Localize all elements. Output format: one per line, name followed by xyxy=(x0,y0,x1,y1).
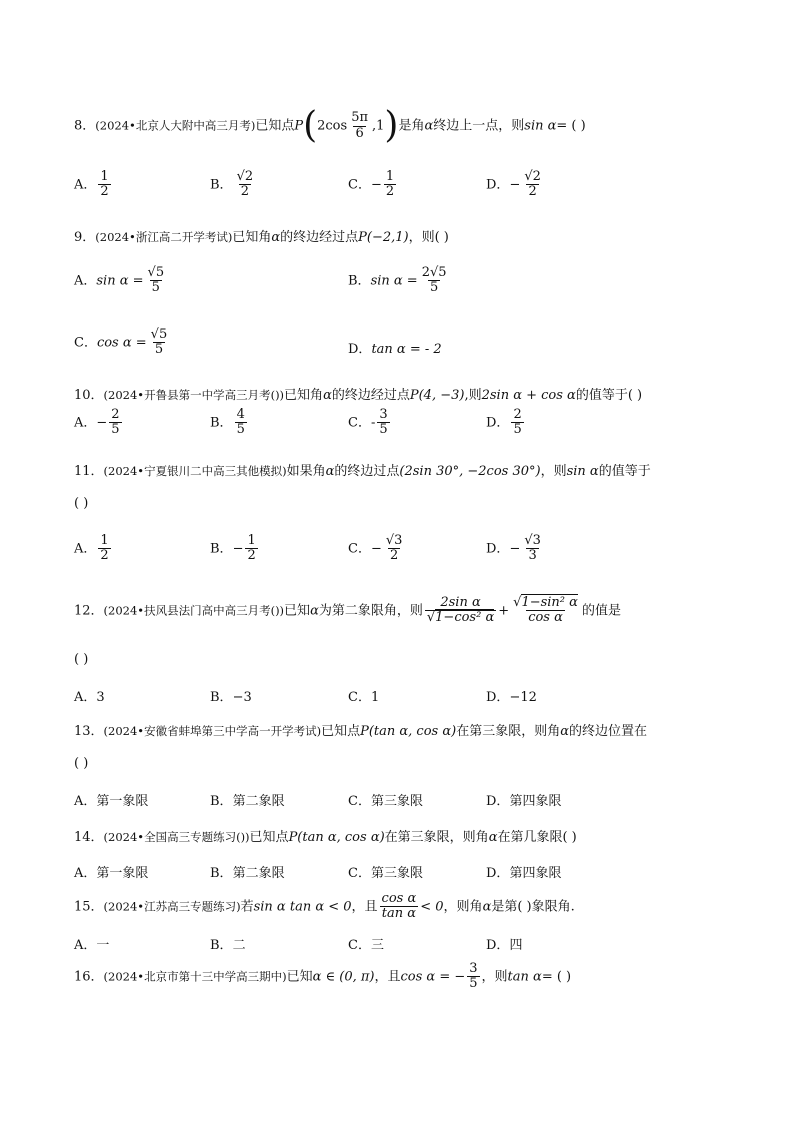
condition-expr: α ∈ (0, π) xyxy=(312,969,375,985)
frac-num: √1−sin² α xyxy=(513,595,578,610)
option-14a[interactable] xyxy=(74,862,148,881)
option-text: 第三象限 xyxy=(370,794,423,809)
option-label: A． xyxy=(74,273,97,289)
question-text: 的终边过点 xyxy=(334,464,400,479)
question-number: 14． xyxy=(74,830,104,845)
fraction-2 xyxy=(511,596,580,626)
option-text: 四 xyxy=(509,938,523,953)
question-text: ,则 xyxy=(464,388,482,403)
point-expr: P(−2,1) xyxy=(358,230,409,245)
option-label: B． xyxy=(210,866,233,881)
question-source: (2024•北京人大附中高三月考) xyxy=(95,118,256,133)
question-number: 8． xyxy=(74,118,96,134)
option-lhs: tan α = - 2 xyxy=(371,342,442,357)
point-tail: ,1 xyxy=(372,118,385,134)
frac-den: 6 xyxy=(355,125,364,141)
option-label: D． xyxy=(486,541,510,557)
question-16 xyxy=(74,962,571,992)
option-15d[interactable] xyxy=(486,934,522,953)
option-label: D． xyxy=(486,177,510,193)
frac-den: 5 xyxy=(513,422,522,438)
frac-den: 5 xyxy=(111,422,120,438)
frac-den: 5 xyxy=(379,422,388,438)
target-expr: 2sin α + cos α xyxy=(481,388,576,403)
question-source: (2024•江苏高三专题练习) xyxy=(103,899,241,914)
frac-den: 5 xyxy=(151,280,160,296)
option-text: 第二象限 xyxy=(232,866,285,881)
left-paren: ( xyxy=(303,105,318,146)
option-15b[interactable] xyxy=(210,934,246,953)
option-label: B． xyxy=(210,541,233,557)
option-text: −3 xyxy=(232,690,252,705)
fraction xyxy=(467,962,479,992)
point-coef: 2cos xyxy=(317,118,348,134)
option-sign: − xyxy=(96,415,108,431)
option-label: C． xyxy=(348,415,371,431)
question-text: 已知点 xyxy=(255,118,295,134)
option-label: A． xyxy=(74,866,97,881)
question-text: 在第三象限，则角 xyxy=(384,830,489,845)
question-text: 已知点 xyxy=(249,830,289,845)
option-11d[interactable] xyxy=(486,534,545,564)
option-14b[interactable] xyxy=(210,862,285,881)
option-label: A． xyxy=(74,415,97,431)
option-sign: − xyxy=(232,541,244,557)
question-number: 10． xyxy=(74,388,104,403)
option-label: B． xyxy=(210,794,233,809)
option-15c[interactable] xyxy=(348,934,384,953)
target-expr: sin α xyxy=(524,118,557,134)
option-lhs: sin α = xyxy=(370,273,418,289)
question-number: 12． xyxy=(74,603,104,619)
question-source: (2024•扶风县法门高中高三月考()) xyxy=(103,603,285,618)
option-label: B． xyxy=(348,273,371,289)
point-expr: (2sin 30°, −2cos 30°) xyxy=(399,464,541,479)
fraction xyxy=(349,111,370,141)
frac-num: 3 xyxy=(469,961,478,976)
frac-num: 2√5 xyxy=(421,265,447,280)
question-source: (2024•宁夏银川二中高三其他模拟) xyxy=(103,464,287,478)
option-sign: − xyxy=(370,541,382,557)
option-14c[interactable] xyxy=(348,862,423,881)
inequality: < 0 xyxy=(420,899,444,915)
question-text: ，则 xyxy=(481,969,508,985)
question-number: 9． xyxy=(74,230,96,245)
question-number: 15． xyxy=(74,899,104,915)
option-10b[interactable] xyxy=(210,408,249,438)
option-sign: − xyxy=(370,177,382,193)
option-label: D． xyxy=(486,794,510,809)
option-text: 一 xyxy=(96,938,110,953)
option-label: B． xyxy=(210,177,233,193)
alpha-symbol: α xyxy=(424,118,434,134)
option-label: C． xyxy=(74,335,97,351)
question-number: 16． xyxy=(74,969,104,985)
answer-paren: = ( ) xyxy=(541,969,572,985)
option-label: D． xyxy=(486,938,510,953)
question-text: 的终边经过点 xyxy=(280,230,359,245)
answer-paren-12: ( ) xyxy=(74,652,89,667)
question-text: ，则角 xyxy=(443,899,483,915)
frac-num: 5π xyxy=(351,110,369,126)
frac-den: 2 xyxy=(100,184,109,200)
question-9 xyxy=(74,226,449,245)
option-text: 第三象限 xyxy=(370,866,423,881)
option-9c[interactable] xyxy=(74,328,171,358)
option-text: 二 xyxy=(232,938,246,953)
option-text: 1 xyxy=(370,690,380,705)
option-10d[interactable] xyxy=(486,408,526,438)
radicand: 1−sin² α xyxy=(521,595,578,610)
option-8c[interactable] xyxy=(348,170,398,200)
frac-den: cos α xyxy=(528,610,563,626)
frac-num: 4 xyxy=(236,407,245,422)
frac-den: 5 xyxy=(154,342,164,358)
option-9d[interactable] xyxy=(348,338,442,357)
question-text: 的终边位置在 xyxy=(569,724,648,739)
option-label: D． xyxy=(486,690,510,705)
fraction-1 xyxy=(425,596,496,626)
option-15a[interactable] xyxy=(74,934,109,953)
option-label: B． xyxy=(210,415,233,431)
alpha-symbol: α xyxy=(310,603,319,619)
option-text: −12 xyxy=(509,690,537,705)
option-label: C． xyxy=(348,690,371,705)
question-source: (2024•全国高三专题练习()) xyxy=(103,830,250,844)
option-text: 第一象限 xyxy=(96,866,149,881)
question-text: 在第三象限，则角 xyxy=(456,724,561,739)
question-number: 11． xyxy=(74,464,104,479)
question-text: ，且 xyxy=(374,969,401,985)
target-expr: sin α xyxy=(566,464,599,479)
option-9a[interactable] xyxy=(74,266,168,296)
option-label: C． xyxy=(348,938,371,953)
question-10 xyxy=(74,384,642,403)
frac-num: √3 xyxy=(524,533,541,548)
question-text: 若 xyxy=(240,899,254,915)
option-12a[interactable] xyxy=(74,686,105,705)
option-8b[interactable] xyxy=(210,170,257,200)
frac-den: 5 xyxy=(429,280,439,296)
question-text: 已知点 xyxy=(321,724,361,739)
question-text: 为第二象限角，则 xyxy=(318,603,423,619)
option-label: C． xyxy=(348,177,371,193)
option-label: A． xyxy=(74,938,97,953)
option-label: A． xyxy=(74,794,97,809)
question-text: 终边上一点，则 xyxy=(433,118,525,134)
option-text: 第四象限 xyxy=(509,866,562,881)
question-text: 的值等于 xyxy=(598,464,651,479)
option-12c[interactable] xyxy=(348,686,379,705)
given-expr: cos α = − xyxy=(400,969,466,985)
option-text: 第四象限 xyxy=(509,794,562,809)
question-text: ，则 xyxy=(540,464,567,479)
frac-num: 2sin α xyxy=(440,595,481,610)
question-text: 如果角 xyxy=(286,464,326,479)
option-label: C． xyxy=(348,794,371,809)
answer-paren: ，则( ) xyxy=(408,230,449,245)
option-14d[interactable] xyxy=(486,862,561,881)
frac-num: 1 xyxy=(385,169,395,184)
question-text: 已知 xyxy=(286,969,313,985)
option-lhs: cos α = xyxy=(96,335,147,351)
option-label: D． xyxy=(486,866,510,881)
fraction xyxy=(380,892,419,922)
alpha-symbol: α xyxy=(271,230,281,245)
question-text: 在第几象限( ) xyxy=(497,830,577,845)
option-8d[interactable] xyxy=(486,170,545,200)
frac-num: √5 xyxy=(147,265,165,280)
question-source: (2024•开鲁县第一中学高三月考()) xyxy=(103,388,285,402)
frac-num: 1 xyxy=(247,533,256,548)
frac-num: 3 xyxy=(379,407,388,422)
question-text: 已知角 xyxy=(232,230,272,245)
option-sign: - xyxy=(370,415,376,431)
option-label: D． xyxy=(486,415,510,431)
option-10c[interactable] xyxy=(348,408,392,438)
option-10a[interactable] xyxy=(74,408,124,438)
option-12d[interactable] xyxy=(486,686,537,705)
frac-num: √2 xyxy=(236,169,254,184)
answer-paren: = ( ) xyxy=(556,118,586,134)
option-text: 第二象限 xyxy=(232,794,285,809)
condition-expr: sin α tan α < 0 xyxy=(253,899,352,915)
answer-paren-13: ( ) xyxy=(74,756,89,771)
question-text: 已知 xyxy=(284,603,311,619)
frac-den: 2 xyxy=(247,548,256,564)
option-11c[interactable] xyxy=(348,534,406,564)
question-14 xyxy=(74,826,577,845)
target-expr: tan α xyxy=(507,969,542,985)
frac-den: 5 xyxy=(469,976,478,992)
option-12b[interactable] xyxy=(210,686,252,705)
option-8a[interactable] xyxy=(74,170,113,200)
option-13d[interactable] xyxy=(486,790,561,809)
frac-num: √2 xyxy=(524,169,541,184)
answer-paren-11: ( ) xyxy=(74,496,89,511)
radicand: 1−cos² α xyxy=(435,610,495,626)
option-label: D． xyxy=(348,342,372,357)
frac-num: cos α xyxy=(381,891,417,906)
frac-num: √5 xyxy=(150,327,168,342)
question-text: 已知角 xyxy=(284,388,324,403)
frac-den: 2 xyxy=(240,184,249,200)
option-13a[interactable] xyxy=(74,790,148,809)
frac-num: 2 xyxy=(513,407,522,422)
frac-den: tan α xyxy=(381,906,417,922)
frac-den: 2 xyxy=(528,184,537,200)
frac-num: 1 xyxy=(100,169,109,184)
option-13b[interactable] xyxy=(210,790,285,809)
frac-num: √3 xyxy=(385,533,403,548)
frac-den: 5 xyxy=(236,422,245,438)
option-sign: − xyxy=(509,541,521,557)
option-label: B． xyxy=(210,690,233,705)
alpha-symbol: α xyxy=(323,388,332,403)
option-text: 第一象限 xyxy=(96,794,149,809)
question-15 xyxy=(74,892,575,922)
option-text: 三 xyxy=(370,938,384,953)
frac-num: 1 xyxy=(100,533,109,548)
option-label: A． xyxy=(74,177,97,193)
question-text: 的值是 xyxy=(581,603,621,619)
alpha-symbol: α xyxy=(488,830,498,845)
alpha-symbol: α xyxy=(560,724,569,739)
question-8 xyxy=(74,105,586,146)
question-source: (2024•安徽省蚌埠第三中学高一开学考试) xyxy=(103,724,322,738)
question-text: 是第( )象限角. xyxy=(491,899,575,915)
option-label: B． xyxy=(210,938,233,953)
question-source: (2024•浙江高二开学考试) xyxy=(95,230,233,244)
question-number: 13． xyxy=(74,724,104,739)
alpha-symbol: α xyxy=(482,899,492,915)
answer-paren: 的值等于( ) xyxy=(575,388,643,403)
option-lhs: sin α = xyxy=(96,273,144,289)
plus-sign: + xyxy=(498,603,510,619)
question-11 xyxy=(74,460,651,479)
question-13 xyxy=(74,720,647,739)
option-11a[interactable] xyxy=(74,534,113,564)
point-label: P xyxy=(294,118,304,134)
option-11b[interactable] xyxy=(210,534,260,564)
question-source: (2024•北京市第十三中学高三期中) xyxy=(103,969,287,984)
frac-den: 3 xyxy=(528,548,537,564)
frac-den: 2 xyxy=(100,548,109,564)
option-label: C． xyxy=(348,541,371,557)
frac-num: 2 xyxy=(111,407,120,422)
right-paren: ) xyxy=(384,105,399,146)
option-sign: − xyxy=(509,177,521,193)
option-label: C． xyxy=(348,866,371,881)
frac-den: 2 xyxy=(390,548,399,564)
question-text: 的终边经过点 xyxy=(331,388,410,403)
point-expr: P(4, −3) xyxy=(409,388,465,403)
option-label: A． xyxy=(74,541,97,557)
option-13c[interactable] xyxy=(348,790,423,809)
option-label: A． xyxy=(74,690,97,705)
question-12 xyxy=(74,596,621,626)
frac-den: √1−cos² α xyxy=(426,610,495,626)
frac-den: 2 xyxy=(385,184,395,200)
option-9b[interactable] xyxy=(348,266,451,296)
question-text: ，且 xyxy=(351,899,378,915)
option-text: 3 xyxy=(96,690,105,705)
point-expr: P(tan α, cos α) xyxy=(288,830,385,845)
alpha-symbol: α xyxy=(325,464,335,479)
point-expr: P(tan α, cos α) xyxy=(360,724,457,739)
question-text: 是角 xyxy=(398,118,425,134)
